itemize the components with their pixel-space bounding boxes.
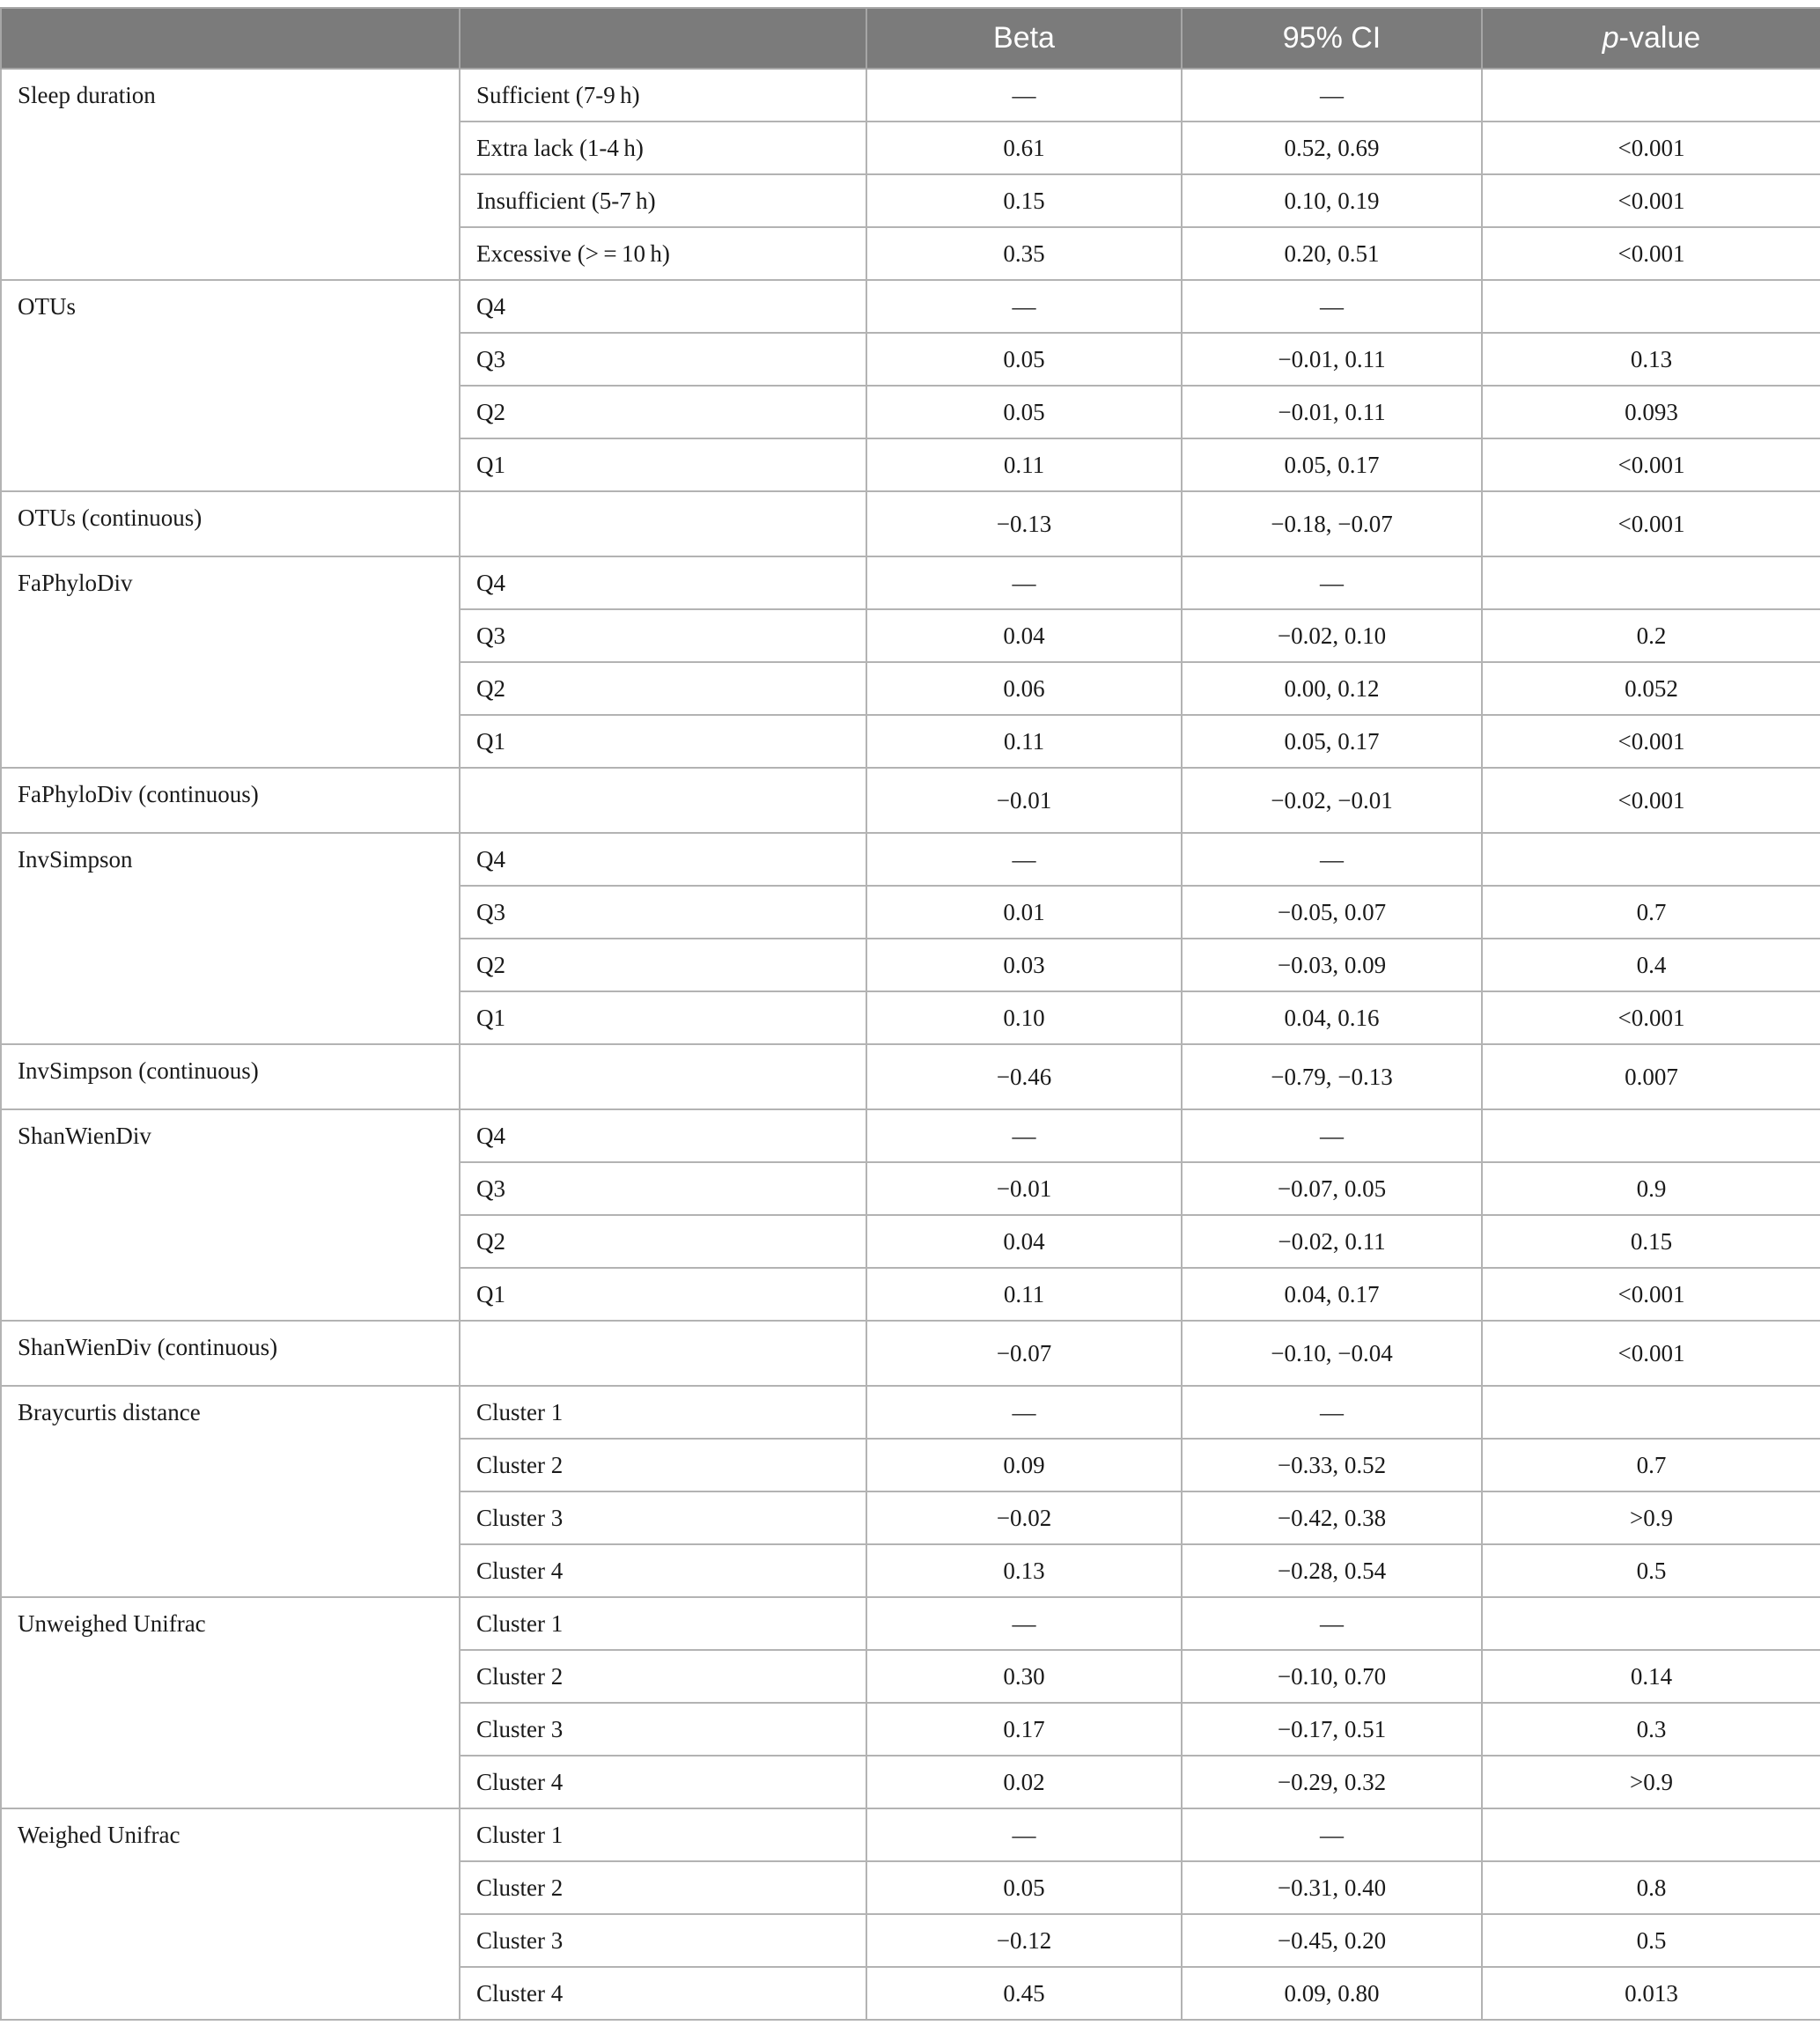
beta-cell: 0.45 <box>866 1967 1182 2020</box>
beta-cell: −0.07 <box>866 1321 1182 1386</box>
beta-cell: 0.30 <box>866 1650 1182 1703</box>
beta-cell: 0.09 <box>866 1439 1182 1491</box>
header-p-value <box>1482 8 1820 69</box>
p-value-cell <box>1482 833 1820 886</box>
table-row <box>1 556 1820 609</box>
p-value-cell: <0.001 <box>1482 991 1820 1044</box>
table-row <box>1 1386 1820 1439</box>
ci-cell: 0.00, 0.12 <box>1182 662 1482 715</box>
beta-cell: 0.06 <box>866 662 1182 715</box>
beta-cell: −0.02 <box>866 1491 1182 1544</box>
ci-cell: −0.02, 0.10 <box>1182 609 1482 662</box>
beta-cell: −0.01 <box>866 768 1182 833</box>
level-cell: Cluster 3 <box>460 1914 866 1967</box>
ci-cell: — <box>1182 1597 1482 1650</box>
table-row <box>1 1321 1820 1386</box>
level-cell: Q2 <box>460 939 866 991</box>
beta-cell: 0.10 <box>866 991 1182 1044</box>
beta-cell: — <box>866 1808 1182 1861</box>
header-group <box>1 8 460 69</box>
level-cell: Q1 <box>460 715 866 768</box>
beta-cell: — <box>866 1597 1182 1650</box>
beta-cell: 0.17 <box>866 1703 1182 1756</box>
ci-cell: −0.42, 0.38 <box>1182 1491 1482 1544</box>
ci-cell: — <box>1182 1808 1482 1861</box>
p-value-cell: 0.007 <box>1482 1044 1820 1109</box>
beta-cell: 0.01 <box>866 886 1182 939</box>
ci-cell: −0.01, 0.11 <box>1182 333 1482 386</box>
level-cell: Cluster 1 <box>460 1597 866 1650</box>
level-cell: Q2 <box>460 662 866 715</box>
beta-cell: 0.02 <box>866 1756 1182 1808</box>
p-value-cell: <0.001 <box>1482 715 1820 768</box>
beta-cell: 0.05 <box>866 386 1182 438</box>
header-beta: Beta <box>866 8 1182 69</box>
ci-cell: −0.17, 0.51 <box>1182 1703 1482 1756</box>
group-label: Braycurtis distance <box>1 1386 460 1597</box>
level-cell: Q4 <box>460 556 866 609</box>
level-cell: Q1 <box>460 1268 866 1321</box>
ci-cell: 0.09, 0.80 <box>1182 1967 1482 2020</box>
level-cell <box>460 491 866 556</box>
group-label: OTUs (continuous) <box>1 491 460 556</box>
level-cell: Q4 <box>460 1109 866 1162</box>
level-cell: Cluster 2 <box>460 1861 866 1914</box>
level-cell: Cluster 2 <box>460 1650 866 1703</box>
ci-cell: −0.31, 0.40 <box>1182 1861 1482 1914</box>
header-p-rest: -value <box>1618 21 1701 55</box>
table-row <box>1 69 1820 122</box>
beta-cell: −0.01 <box>866 1162 1182 1215</box>
beta-cell: 0.11 <box>866 715 1182 768</box>
p-value-cell: <0.001 <box>1482 768 1820 833</box>
level-cell: Q3 <box>460 609 866 662</box>
p-value-cell: 0.15 <box>1482 1215 1820 1268</box>
header-row <box>1 8 1820 69</box>
level-cell: Cluster 3 <box>460 1703 866 1756</box>
ci-cell: 0.20, 0.51 <box>1182 227 1482 280</box>
beta-cell: 0.03 <box>866 939 1182 991</box>
level-cell: Sufficient (7-9 h) <box>460 69 866 122</box>
ci-cell: — <box>1182 556 1482 609</box>
p-value-cell: 0.8 <box>1482 1861 1820 1914</box>
beta-cell: −0.12 <box>866 1914 1182 1967</box>
ci-cell: −0.03, 0.09 <box>1182 939 1482 991</box>
level-cell <box>460 1044 866 1109</box>
ci-cell: 0.04, 0.17 <box>1182 1268 1482 1321</box>
header-level <box>460 8 866 69</box>
ci-cell: −0.18, −0.07 <box>1182 491 1482 556</box>
group-label: Unweighed Unifrac <box>1 1597 460 1808</box>
group-label: InvSimpson <box>1 833 460 1044</box>
p-value-cell: <0.001 <box>1482 491 1820 556</box>
level-cell: Cluster 1 <box>460 1386 866 1439</box>
ci-cell: −0.05, 0.07 <box>1182 886 1482 939</box>
beta-cell: 0.05 <box>866 333 1182 386</box>
beta-cell: −0.13 <box>866 491 1182 556</box>
ci-cell: — <box>1182 280 1482 333</box>
p-value-cell: <0.001 <box>1482 1268 1820 1321</box>
p-value-cell: 0.093 <box>1482 386 1820 438</box>
ci-cell: −0.45, 0.20 <box>1182 1914 1482 1967</box>
level-cell <box>460 768 866 833</box>
beta-cell: — <box>866 1386 1182 1439</box>
beta-cell: — <box>866 280 1182 333</box>
beta-cell: — <box>866 69 1182 122</box>
ci-cell: −0.29, 0.32 <box>1182 1756 1482 1808</box>
beta-cell: 0.13 <box>866 1544 1182 1597</box>
ci-cell: −0.02, −0.01 <box>1182 768 1482 833</box>
ci-cell: 0.04, 0.16 <box>1182 991 1482 1044</box>
level-cell: Cluster 4 <box>460 1756 866 1808</box>
group-label: FaPhyloDiv (continuous) <box>1 768 460 833</box>
p-value-cell: <0.001 <box>1482 1321 1820 1386</box>
ci-cell: 0.05, 0.17 <box>1182 438 1482 491</box>
p-value-cell: 0.13 <box>1482 333 1820 386</box>
level-cell: Extra lack (1-4 h) <box>460 122 866 174</box>
ci-cell: −0.10, −0.04 <box>1182 1321 1482 1386</box>
group-label: Sleep duration <box>1 69 460 280</box>
beta-cell: 0.11 <box>866 438 1182 491</box>
ci-cell: — <box>1182 1109 1482 1162</box>
level-cell: Excessive (> = 10 h) <box>460 227 866 280</box>
level-cell: Q4 <box>460 833 866 886</box>
p-value-cell: <0.001 <box>1482 438 1820 491</box>
header-p-italic: p <box>1602 21 1619 55</box>
table-row <box>1 491 1820 556</box>
p-value-cell: 0.7 <box>1482 886 1820 939</box>
ci-cell: 0.52, 0.69 <box>1182 122 1482 174</box>
ci-cell: — <box>1182 1386 1482 1439</box>
level-cell: Q1 <box>460 991 866 1044</box>
table-row <box>1 280 1820 333</box>
beta-cell: 0.61 <box>866 122 1182 174</box>
ci-cell: 0.10, 0.19 <box>1182 174 1482 227</box>
p-value-cell <box>1482 1808 1820 1861</box>
level-cell: Cluster 2 <box>460 1439 866 1491</box>
table-row <box>1 1597 1820 1650</box>
ci-cell: −0.28, 0.54 <box>1182 1544 1482 1597</box>
group-label: ShanWienDiv (continuous) <box>1 1321 460 1386</box>
table-row <box>1 1044 1820 1109</box>
table-row <box>1 1808 1820 1861</box>
group-label: ShanWienDiv <box>1 1109 460 1321</box>
beta-cell: 0.15 <box>866 174 1182 227</box>
table-row <box>1 833 1820 886</box>
regression-table <box>0 7 1820 2021</box>
beta-cell: 0.05 <box>866 1861 1182 1914</box>
beta-cell: — <box>866 833 1182 886</box>
table-header <box>1 8 1820 69</box>
ci-cell: 0.05, 0.17 <box>1182 715 1482 768</box>
beta-cell: 0.04 <box>866 1215 1182 1268</box>
group-label: Weighed Unifrac <box>1 1808 460 2020</box>
ci-cell: −0.07, 0.05 <box>1182 1162 1482 1215</box>
p-value-cell <box>1482 556 1820 609</box>
ci-cell: −0.02, 0.11 <box>1182 1215 1482 1268</box>
p-value-cell <box>1482 1386 1820 1439</box>
group-label: FaPhyloDiv <box>1 556 460 768</box>
level-cell: Q3 <box>460 333 866 386</box>
group-label: OTUs <box>1 280 460 491</box>
p-value-cell <box>1482 1597 1820 1650</box>
p-value-cell: <0.001 <box>1482 122 1820 174</box>
beta-cell: −0.46 <box>866 1044 1182 1109</box>
p-value-cell: 0.4 <box>1482 939 1820 991</box>
p-value-cell <box>1482 280 1820 333</box>
level-cell: Q1 <box>460 438 866 491</box>
level-cell: Cluster 3 <box>460 1491 866 1544</box>
ci-cell: −0.10, 0.70 <box>1182 1650 1482 1703</box>
table-row <box>1 1109 1820 1162</box>
level-cell: Cluster 1 <box>460 1808 866 1861</box>
level-cell: Insufficient (5-7 h) <box>460 174 866 227</box>
p-value-cell: 0.3 <box>1482 1703 1820 1756</box>
p-value-cell: 0.7 <box>1482 1439 1820 1491</box>
header-ci: 95% CI <box>1182 8 1482 69</box>
p-value-cell: 0.013 <box>1482 1967 1820 2020</box>
beta-cell: — <box>866 556 1182 609</box>
p-value-cell: 0.14 <box>1482 1650 1820 1703</box>
p-value-cell: 0.5 <box>1482 1544 1820 1597</box>
level-cell: Q4 <box>460 280 866 333</box>
beta-cell: 0.04 <box>866 609 1182 662</box>
p-value-cell: <0.001 <box>1482 174 1820 227</box>
beta-cell: 0.35 <box>866 227 1182 280</box>
level-cell: Q2 <box>460 1215 866 1268</box>
table-body <box>1 69 1820 2020</box>
p-value-cell: >0.9 <box>1482 1756 1820 1808</box>
level-cell: Q2 <box>460 386 866 438</box>
ci-cell: — <box>1182 833 1482 886</box>
level-cell: Cluster 4 <box>460 1967 866 2020</box>
level-cell: Q3 <box>460 1162 866 1215</box>
level-cell <box>460 1321 866 1386</box>
ci-cell: −0.33, 0.52 <box>1182 1439 1482 1491</box>
ci-cell: −0.01, 0.11 <box>1182 386 1482 438</box>
p-value-cell: 0.9 <box>1482 1162 1820 1215</box>
table-row <box>1 768 1820 833</box>
group-label: InvSimpson (continuous) <box>1 1044 460 1109</box>
beta-cell: 0.11 <box>866 1268 1182 1321</box>
p-value-cell: 0.2 <box>1482 609 1820 662</box>
level-cell: Q3 <box>460 886 866 939</box>
ci-cell: −0.79, −0.13 <box>1182 1044 1482 1109</box>
p-value-cell <box>1482 1109 1820 1162</box>
p-value-cell: 0.5 <box>1482 1914 1820 1967</box>
beta-cell: — <box>866 1109 1182 1162</box>
p-value-cell <box>1482 69 1820 122</box>
ci-cell: — <box>1182 69 1482 122</box>
level-cell: Cluster 4 <box>460 1544 866 1597</box>
p-value-cell: >0.9 <box>1482 1491 1820 1544</box>
p-value-cell: 0.052 <box>1482 662 1820 715</box>
p-value-cell: <0.001 <box>1482 227 1820 280</box>
